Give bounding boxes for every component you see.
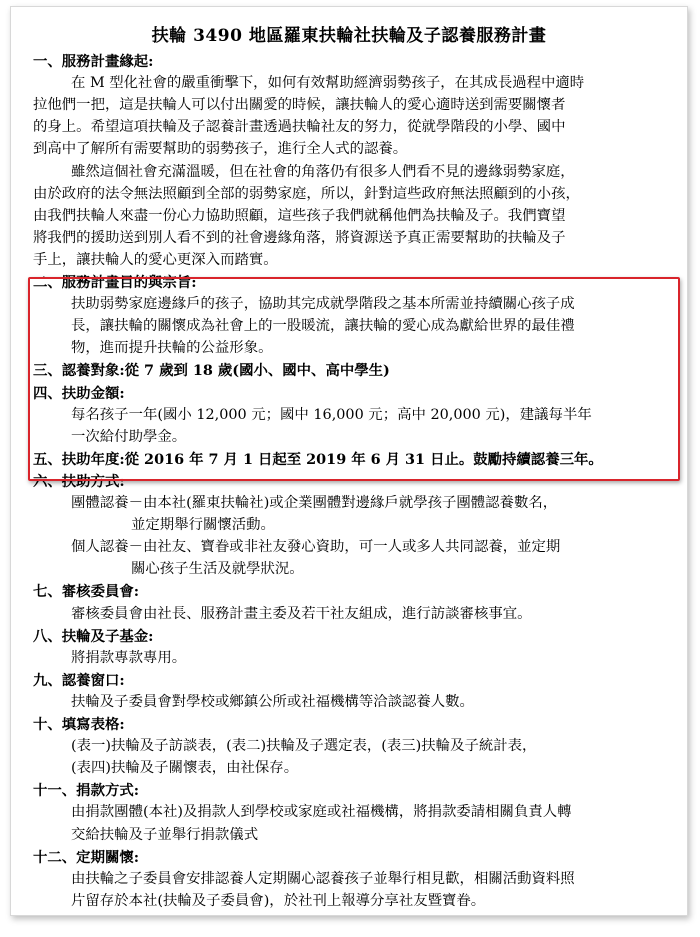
paragraph-line: 關心孩子生活及就學狀況。 [131,561,304,578]
paragraph-line: 雖然這個社會充滿溫暖，但在社會的角落仍有很多人們看不見的邊緣弱勢家庭， [71,163,575,180]
paragraph-line: (表四)扶輪及子關懷表，由社保存。 [71,760,299,777]
paragraph-line: 扶輪及子委員會對學校或鄉鎮公所或社福機構等洽談認養人數。 [71,693,474,710]
paragraph-line: 審核委員會由社長、服務計畫主委及若干社友組成，進行訪談審核事宜。 [71,605,532,622]
section-heading: 四、扶助金額: [33,384,125,402]
paragraph-line: 的身上。希望這項扶輪及子認養計畫透過扶輪社友的努力，從就學階段的小學、國中 [33,119,566,136]
paragraph-line: 交給扶輪及子並舉行捐款儀式 [71,826,259,843]
paragraph-line: 並定期舉行關懷活動。 [131,517,275,534]
section-heading: 十一、捐款方式: [33,782,140,800]
section-heading: 八、扶輪及子基金: [33,627,154,645]
paragraph-line: 由於政府的法令無法照顧到全部的弱勢家庭，所以，針對這些政府無法照顧到的小孩， [33,185,580,202]
section-heading: 七、審核委員會: [33,583,140,601]
section-heading: 五、扶助年度:從 2016 年 7 月 1 日起至 2019 年 6 月 31 日止。鼓勵持續認養三年。 [33,450,603,468]
section-heading: 三、認養對象:從 7 歲到 18 歲(國小、國中、高中學生) [33,362,390,380]
section-heading: 二、服務計畫目的與宗旨: [33,274,197,291]
paragraph-line: 扶助弱勢家庭邊緣戶的孩子，協助其完成就學階段之基本所需並持續關心孩子成 [71,296,575,313]
paragraph-line: 在 M 型化社會的嚴重衝擊下，如何有效幫助經濟弱勢孩子，在其成長過程中適時 [71,75,585,92]
paragraph-line: 將我們的援助送到別人看不到的社會邊緣角落，將資源送予真正需要幫助的扶輪及子 [33,229,566,246]
paragraph-line: 片留存於本社(扶輪及子委員會)，於社刊上報導分享社友暨寶眷。 [71,892,486,909]
paragraph-line: (表一)扶輪及子訪談表，(表二)扶輪及子選定表，(表三)扶輪及子統計表， [71,738,537,755]
paragraph-line: 拉他們一把，這是扶輪人可以付出關愛的時候，讓扶輪人的愛心適時送到需要關懷者 [33,97,566,114]
document-title: 扶輪 3490 地區羅東扶輪社扶輪及子認養服務計畫 [151,26,547,46]
paragraph-line: 每名孩子一年(國小 12,000 元；國中 16,000 元；高中 20,000 元)，建議每半年 [71,406,592,423]
section-heading: 十二、定期關懷: [33,848,140,866]
paragraph-line: 團體認養－由本社(羅東扶輪社)或企業團體對邊緣戶就學孩子團體認養數名， [71,495,558,511]
paragraph-line: 到高中了解所有需要幫助的弱勢孩子，進行全人式的認養。 [33,141,408,158]
paragraph-line: 物，進而提升扶輪的公益形象。 [71,340,273,357]
section-heading: 一、服務計畫緣起: [33,53,154,70]
paragraph-line: 個人認養－由社友、寶眷或非社友發心資助，可一人或多人共同認養，並定期 [71,539,561,556]
section-heading: 十、填寫表格: [33,716,125,733]
section-heading: 六、扶助方式: [33,472,125,490]
paragraph-line: 由捐款團體(本社)及捐款人到學校或家庭或社福機構，將捐款委請相關負責人轉 [71,804,572,821]
paragraph-line: 手上，讓扶輪人的愛心更深入而踏實。 [33,251,278,268]
document-page [10,6,688,916]
paragraph-line: 長，讓扶輪的關懷成為社會上的一股暖流，讓扶輪的愛心成為獻給世界的最佳禮 [71,318,575,335]
paragraph-line: 由我們扶輪人來盡一份心力協助照顧，這些孩子我們就稱他們為扶輪及子。我們寶望 [33,207,566,224]
paragraph-line: 將捐款專款專用。 [71,649,187,666]
paragraph-line: 一次給付助學金。 [71,428,187,445]
section-heading: 九、認養窗口: [33,671,125,689]
paragraph-line: 由扶輪之子委員會安排認養人定期關心認養孩子並舉行相見歡，相關活動資料照 [71,870,575,887]
